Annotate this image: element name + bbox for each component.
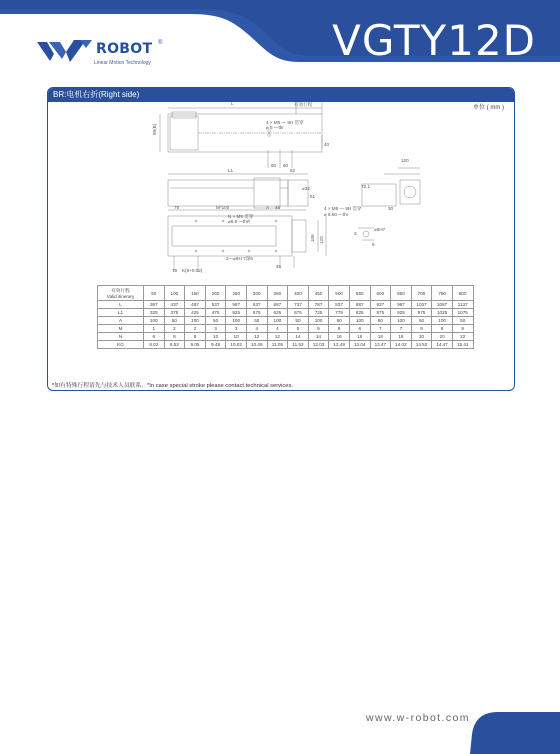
end-pin-spec: ⌀6H7	[374, 227, 386, 232]
table-row	[98, 301, 474, 309]
table-cell: 20	[432, 333, 453, 341]
table-cell: 100	[226, 317, 247, 325]
dim-106: 106	[310, 234, 315, 242]
table-cell: 2	[164, 325, 185, 333]
table-cell: 1075	[452, 309, 473, 317]
table-cell: 8	[411, 325, 432, 333]
table-row	[98, 309, 474, 317]
table-cell: 100	[391, 317, 412, 325]
table-cell: 837	[329, 301, 350, 309]
table-cell: 15.41	[452, 341, 473, 349]
table-cell: 325	[144, 309, 165, 317]
hole-spec-mid-b: ⌀6.6 —thr	[228, 219, 249, 224]
table-cell: 887	[349, 301, 370, 309]
table-cell: 487	[185, 301, 206, 309]
table-cell: 1137	[452, 301, 473, 309]
table-cell: 9.48	[205, 341, 226, 349]
hole-spec-top-a: 4 × M6 — 8H 贯穿	[266, 120, 304, 125]
dim-79: 79	[174, 205, 180, 210]
table-cell: 11.53	[288, 341, 309, 349]
dim-120: 120	[319, 236, 324, 244]
end-hole-spec-b: ⌀ 6.60 —thr	[324, 212, 349, 217]
brand-name: ROBOT	[96, 41, 153, 57]
table-cell: 625	[267, 309, 288, 317]
table-cell: 50	[164, 317, 185, 325]
table-cell: 475	[205, 309, 226, 317]
table-cell: 18	[391, 333, 412, 341]
table-cell: 937	[370, 301, 391, 309]
row-label: M	[98, 325, 144, 333]
stroke-header-cell: 100	[164, 286, 185, 301]
table-cell: 787	[308, 301, 329, 309]
table-cell: 12.49	[329, 341, 350, 349]
table-cell: 825	[349, 309, 370, 317]
technical-drawing	[48, 88, 514, 278]
table-cell: 50	[288, 317, 309, 325]
side-view	[168, 174, 308, 208]
section-title: BR:电机右折(Right side)	[53, 90, 140, 99]
table-cell: 387	[144, 301, 165, 309]
page-footer	[0, 700, 560, 754]
table-cell: 425	[185, 309, 206, 317]
end-dim-120: 120	[401, 158, 409, 163]
table-row	[98, 317, 474, 325]
table-cell: 10	[205, 333, 226, 341]
table-cell: 100	[144, 317, 165, 325]
table-cell: 987	[391, 301, 412, 309]
top-view	[160, 102, 322, 168]
table-cell: 22	[452, 333, 473, 341]
header-label-en: Valid itinerary	[106, 293, 135, 299]
table-cell: 7	[391, 325, 412, 333]
dim-79b: 79	[172, 268, 178, 273]
table-cell: 587	[226, 301, 247, 309]
table-cell: 14.52	[411, 341, 432, 349]
table-cell: 437	[164, 301, 185, 309]
table-cell: 50	[370, 317, 391, 325]
table-cell: 6	[329, 325, 350, 333]
table-cell: 20	[411, 333, 432, 341]
dim-32: ⌀32	[302, 186, 310, 191]
website-url: www.w-robot.com	[366, 712, 470, 724]
table-cell: 4	[246, 325, 267, 333]
table-cell: 14	[288, 333, 309, 341]
dim-45: 45	[275, 205, 281, 210]
unit-label: 单位 ( mm )	[473, 105, 504, 111]
spec-table	[97, 285, 474, 349]
page-header	[0, 0, 560, 80]
table-cell: 8	[164, 333, 185, 341]
dim-62: 62	[290, 168, 296, 173]
table-row	[98, 333, 474, 341]
table-row	[98, 341, 474, 349]
dim-M100: M*100	[216, 205, 230, 210]
table-cell: 1025	[432, 309, 453, 317]
model-title: VGTY12D	[332, 16, 536, 65]
dim-45b: 45	[276, 264, 282, 269]
stroke-header-cell: 250	[226, 286, 247, 301]
table-cell: 100	[432, 317, 453, 325]
table-cell: 687	[267, 301, 288, 309]
table-cell: 3	[205, 325, 226, 333]
table-cell: 775	[329, 309, 350, 317]
table-header-label	[98, 286, 144, 301]
table-cell: 50	[452, 317, 473, 325]
table-cell: 10	[226, 333, 247, 341]
brand-tagline: Linear Motion Technology	[94, 60, 151, 66]
table-cell: 637	[246, 301, 267, 309]
row-label: A	[98, 317, 144, 325]
row-label: L	[98, 301, 144, 309]
table-cell: 8.02	[144, 341, 165, 349]
dim-stroke: 有效行程	[294, 102, 313, 107]
table-cell: 8	[185, 333, 206, 341]
table-cell: 3	[226, 325, 247, 333]
table-header-row	[98, 286, 474, 301]
end-dim-30: 30	[388, 206, 394, 211]
stroke-header-cell: 650	[391, 286, 412, 301]
table-cell: 10.49	[246, 341, 267, 349]
stroke-header-cell: 300	[246, 286, 267, 301]
stroke-header-cell: 400	[288, 286, 309, 301]
table-cell: 5	[288, 325, 309, 333]
table-cell: 14	[308, 333, 329, 341]
dim-K: K(6+0.02)	[182, 268, 203, 273]
table-cell: 525	[226, 309, 247, 317]
registered-mark: ®	[158, 40, 163, 46]
dim-60b: 60	[283, 163, 289, 168]
brand-logo	[36, 38, 176, 72]
table-cell: 2	[185, 325, 206, 333]
table-cell: 875	[370, 309, 391, 317]
table-cell: 9.05	[185, 341, 206, 349]
table-cell: 16	[349, 333, 370, 341]
table-cell: 12.03	[308, 341, 329, 349]
stroke-header-cell: 800	[452, 286, 473, 301]
special-stroke-note: *如有特殊行程请先与技术人员联系。*In case special stroke please contact technical services.	[52, 383, 293, 389]
end-dim-72: 72.1	[361, 184, 370, 189]
stroke-header-cell: 750	[432, 286, 453, 301]
stroke-header-cell: 600	[370, 286, 391, 301]
dim-L: L	[231, 101, 234, 106]
dim-A: A	[266, 205, 270, 210]
table-cell: 16	[329, 333, 350, 341]
spec-panel	[47, 87, 515, 391]
table-cell: 100	[308, 317, 329, 325]
table-cell: 575	[246, 309, 267, 317]
dim-51: 51	[310, 194, 316, 199]
table-cell: 1	[144, 325, 165, 333]
table-cell: 1037	[411, 301, 432, 309]
table-cell: 737	[288, 301, 309, 309]
table-cell: 12	[246, 333, 267, 341]
stroke-header-cell: 50	[144, 286, 165, 301]
end-dim-3: 3	[354, 231, 357, 236]
stroke-header-cell: 450	[308, 286, 329, 301]
table-cell: 50	[246, 317, 267, 325]
table-cell: 100	[349, 317, 370, 325]
table-cell: 100	[185, 317, 206, 325]
table-cell: 6	[349, 325, 370, 333]
table-cell: 10.02	[226, 341, 247, 349]
table-cell: 6	[144, 333, 165, 341]
dim-left: 85(B)	[152, 123, 157, 135]
table-cell: 4	[267, 325, 288, 333]
row-label: L1	[98, 309, 144, 317]
dim-L1: L1	[228, 168, 234, 173]
table-cell: 537	[205, 301, 226, 309]
table-cell: 100	[267, 317, 288, 325]
table-cell: 18	[370, 333, 391, 341]
stroke-header-cell: 350	[267, 286, 288, 301]
table-cell: 14.47	[432, 341, 453, 349]
table-row	[98, 325, 474, 333]
table-cell: 14.02	[391, 341, 412, 349]
stroke-header-cell: 700	[411, 286, 432, 301]
table-cell: 11.05	[267, 341, 288, 349]
table-cell: 8.53	[164, 341, 185, 349]
table-cell: 13.47	[370, 341, 391, 349]
table-cell: 375	[164, 309, 185, 317]
header-label-zh: 有效行程	[111, 287, 130, 293]
table-cell: 9	[452, 325, 473, 333]
table-cell: 50	[205, 317, 226, 325]
dim-60a: 60	[271, 163, 277, 168]
table-cell: 1087	[432, 301, 453, 309]
table-cell: 675	[288, 309, 309, 317]
row-label: N	[98, 333, 144, 341]
stroke-header-cell: 500	[329, 286, 350, 301]
table-cell: 50	[329, 317, 350, 325]
table-cell: 925	[391, 309, 412, 317]
stroke-header-cell: 150	[185, 286, 206, 301]
end-hole-spec-a: 4 × M8 — 8H 贯穿	[324, 206, 362, 211]
row-label: KG	[98, 341, 144, 349]
hole-spec-top-b: ⌀ 5 —thr	[266, 125, 284, 130]
table-cell: 5	[308, 325, 329, 333]
footer-banner	[0, 700, 560, 754]
end-view	[358, 168, 420, 240]
table-cell: 12	[267, 333, 288, 341]
table-cell: 50	[411, 317, 432, 325]
table-cell: 7	[370, 325, 391, 333]
table-cell: 975	[411, 309, 432, 317]
brand-logo-mark	[36, 38, 94, 64]
stroke-header-cell: 550	[349, 286, 370, 301]
table-cell: 725	[308, 309, 329, 317]
table-cell: 8	[432, 325, 453, 333]
pin-spec: 2—⌀6H 7深6	[226, 256, 253, 261]
table-cell: 13.04	[349, 341, 370, 349]
dim-40: 40	[324, 142, 330, 147]
stroke-header-cell: 200	[205, 286, 226, 301]
hole-spec-mid-a: N × M8 贯穿	[228, 214, 254, 219]
end-dim-6: 6	[372, 242, 375, 247]
